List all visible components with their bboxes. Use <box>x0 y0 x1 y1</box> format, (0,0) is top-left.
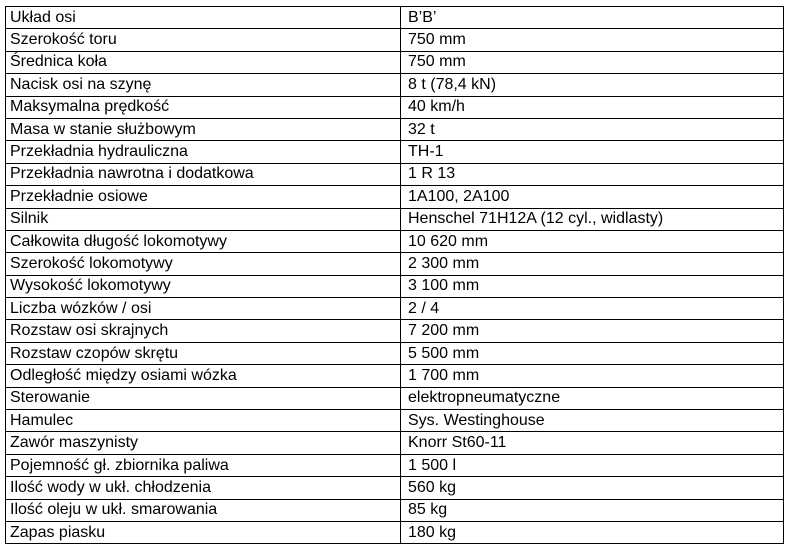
row-label: Przekładnia nawrotna i dodatkowa <box>6 163 401 185</box>
row-value: Henschel 71H12A (12 cyl., widlasty) <box>401 208 784 230</box>
row-label: Maksymalna prędkość <box>6 96 401 118</box>
table-row <box>6 74 784 96</box>
table-row <box>6 521 784 543</box>
row-label: Nacisk osi na szynę <box>6 74 401 96</box>
row-value: 750 mm <box>401 51 784 73</box>
table-row <box>6 208 784 230</box>
row-label: Przekładnie osiowe <box>6 186 401 208</box>
row-label: Zawór maszynisty <box>6 432 401 454</box>
row-label: Całkowita długość lokomotywy <box>6 230 401 252</box>
row-value: 1 700 mm <box>401 365 784 387</box>
row-value: 1 500 l <box>401 454 784 476</box>
row-value: 10 620 mm <box>401 230 784 252</box>
row-label: Szerokość lokomotywy <box>6 253 401 275</box>
row-label: Układ osi <box>6 7 401 29</box>
table-row <box>6 454 784 476</box>
row-value: TH-1 <box>401 141 784 163</box>
row-value: Knorr St60-11 <box>401 432 784 454</box>
row-label: Rozstaw osi skrajnych <box>6 320 401 342</box>
table-row <box>6 477 784 499</box>
row-label: Rozstaw czopów skrętu <box>6 342 401 364</box>
table-row <box>6 298 784 320</box>
row-value: 32 t <box>401 118 784 140</box>
row-label: Zapas piasku <box>6 521 401 543</box>
table-row <box>6 387 784 409</box>
row-value: 2 300 mm <box>401 253 784 275</box>
row-value: 3 100 mm <box>401 275 784 297</box>
table-row <box>6 432 784 454</box>
table-row <box>6 365 784 387</box>
row-label: Masa w stanie służbowym <box>6 118 401 140</box>
table-row <box>6 186 784 208</box>
row-value: B’B’ <box>401 7 784 29</box>
row-value: 750 mm <box>401 29 784 51</box>
row-value: 2 / 4 <box>401 298 784 320</box>
row-label: Średnica koła <box>6 51 401 73</box>
row-label: Pojemność gł. zbiornika paliwa <box>6 454 401 476</box>
row-label: Sterowanie <box>6 387 401 409</box>
row-label: Ilość wody w ukł. chłodzenia <box>6 477 401 499</box>
table-row <box>6 253 784 275</box>
row-label: Odległość między osiami wózka <box>6 365 401 387</box>
row-value: Sys. Westinghouse <box>401 410 784 432</box>
row-label: Silnik <box>6 208 401 230</box>
row-label: Ilość oleju w ukł. smarowania <box>6 499 401 521</box>
row-value: 1 R 13 <box>401 163 784 185</box>
table-row <box>6 118 784 140</box>
row-value: 8 t (78,4 kN) <box>401 74 784 96</box>
row-value: 1A100, 2A100 <box>401 186 784 208</box>
table-row <box>6 141 784 163</box>
table-row <box>6 275 784 297</box>
specification-table-body <box>6 7 784 544</box>
table-row <box>6 320 784 342</box>
row-value: 40 km/h <box>401 96 784 118</box>
row-value: 7 200 mm <box>401 320 784 342</box>
row-label: Liczba wózków / osi <box>6 298 401 320</box>
row-label: Szerokość toru <box>6 29 401 51</box>
row-value: elektropneumatyczne <box>401 387 784 409</box>
specification-table <box>5 6 784 544</box>
row-label: Przekładnia hydrauliczna <box>6 141 401 163</box>
table-row <box>6 499 784 521</box>
row-label: Hamulec <box>6 410 401 432</box>
table-row <box>6 7 784 29</box>
table-row <box>6 96 784 118</box>
row-value: 5 500 mm <box>401 342 784 364</box>
row-value: 85 kg <box>401 499 784 521</box>
table-row <box>6 230 784 252</box>
table-row <box>6 29 784 51</box>
row-value: 180 kg <box>401 521 784 543</box>
row-value: 560 kg <box>401 477 784 499</box>
table-row <box>6 51 784 73</box>
row-label: Wysokość lokomotywy <box>6 275 401 297</box>
table-row <box>6 410 784 432</box>
table-row <box>6 342 784 364</box>
table-row <box>6 163 784 185</box>
